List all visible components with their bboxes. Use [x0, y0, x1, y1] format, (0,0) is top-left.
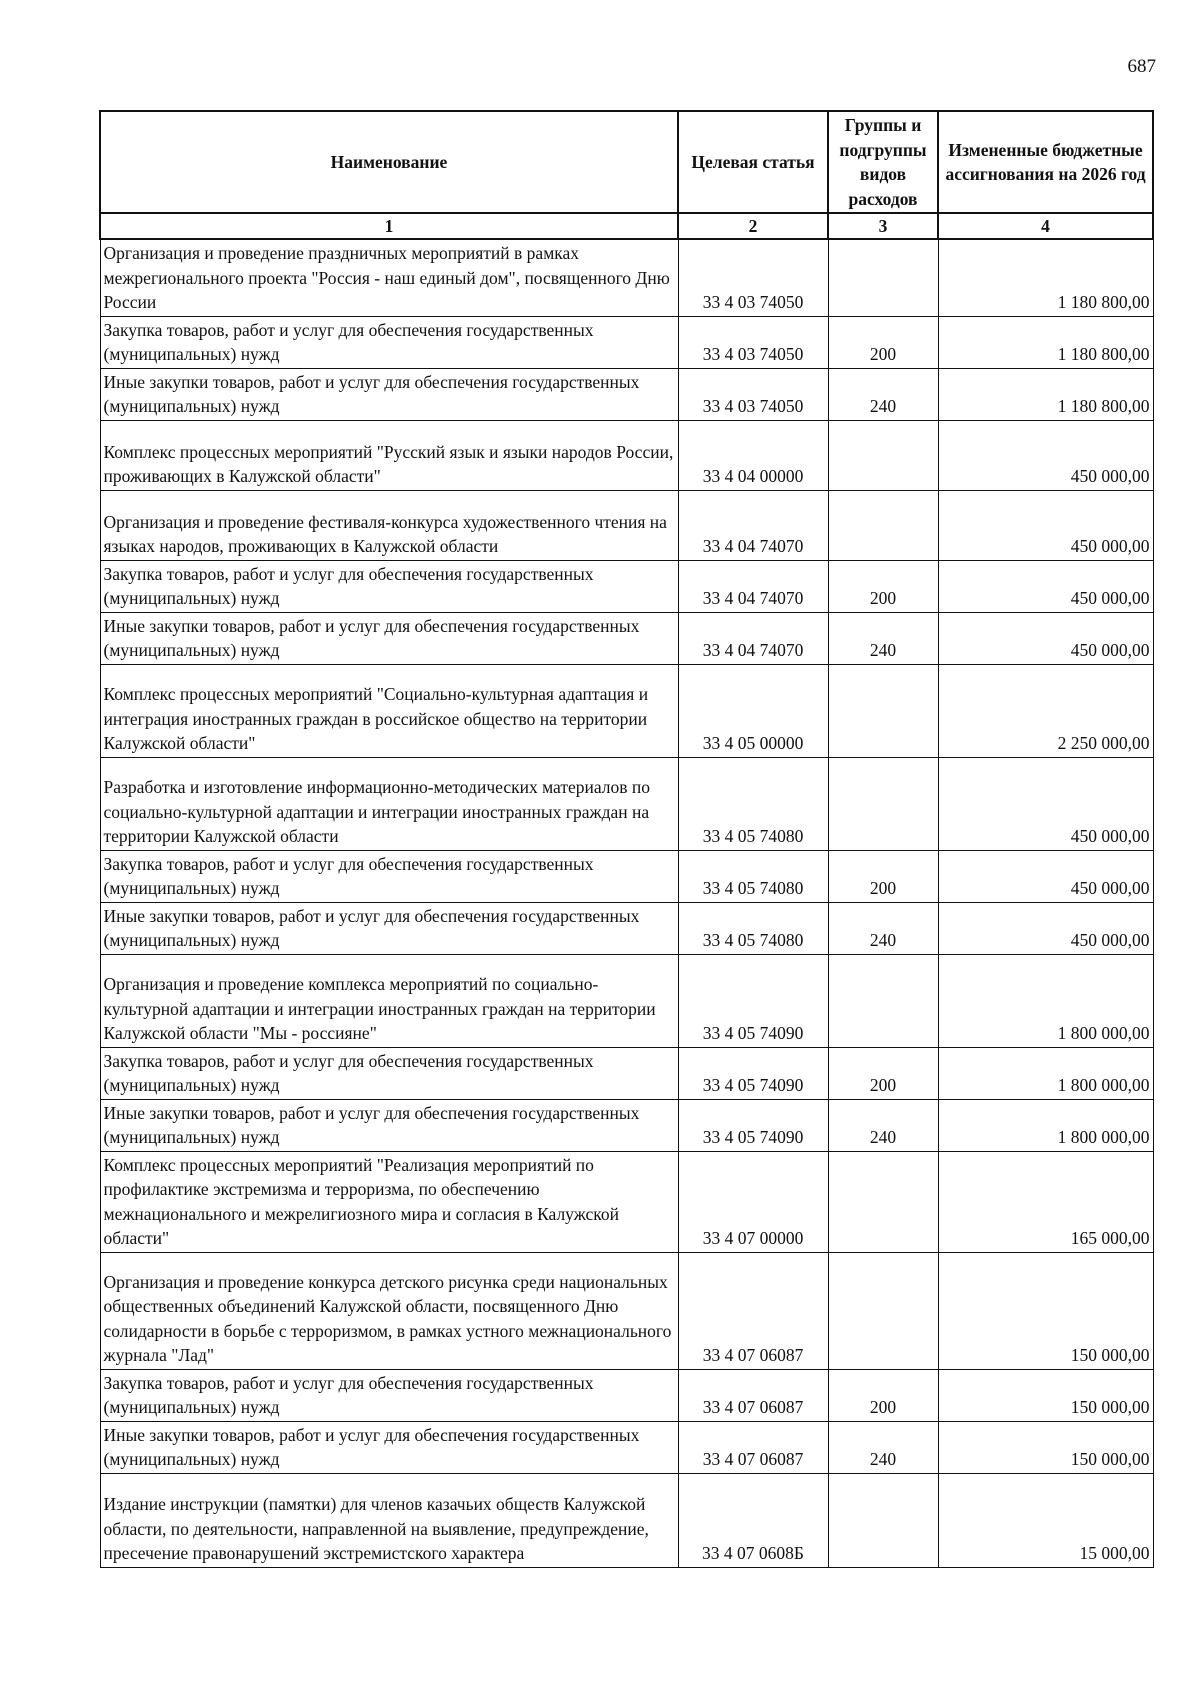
row-code-cell: 33 4 03 74050	[678, 239, 828, 316]
table-row	[100, 490, 1153, 560]
row-amount-cell: 1 180 800,00	[938, 368, 1153, 420]
table-body	[100, 239, 1153, 1567]
row-code-cell: 33 4 04 74070	[678, 560, 828, 612]
row-name-cell: Закупка товаров, работ и услуг для обеспечения государственных (муниципальных) нужд	[100, 850, 678, 902]
row-amount-cell: 1 800 000,00	[938, 1099, 1153, 1151]
row-code-cell: 33 4 05 74080	[678, 757, 828, 850]
row-group-cell: 200	[828, 560, 938, 612]
row-amount-cell: 150 000,00	[938, 1421, 1153, 1473]
column-number: 3	[828, 213, 938, 239]
header-row	[100, 111, 1153, 213]
row-name-cell: Организация и проведение фестиваля-конкурса художественного чтения на языках народов, проживающих в Калужской области	[100, 490, 678, 560]
row-code-cell: 33 4 05 74090	[678, 1099, 828, 1151]
row-group-cell	[828, 490, 938, 560]
table-row	[100, 954, 1153, 1047]
row-name-cell: Закупка товаров, работ и услуг для обеспечения государственных (муниципальных) нужд	[100, 1369, 678, 1421]
row-group-cell	[828, 1252, 938, 1369]
table-row	[100, 420, 1153, 490]
header-amount: Измененные бюджетные ассигнования на 2026 год	[938, 111, 1153, 213]
row-name-cell: Разработка и изготовление информационно-методических материалов по социально-культурной адаптации и интеграции иностранных граждан на территории Калужской области	[100, 757, 678, 850]
page-number: 687	[1127, 56, 1156, 77]
row-group-cell: 200	[828, 316, 938, 368]
table-row	[100, 560, 1153, 612]
row-code-cell: 33 4 04 74070	[678, 612, 828, 664]
column-number-row	[100, 213, 1153, 239]
column-number: 2	[678, 213, 828, 239]
row-name-cell: Комплекс процессных мероприятий "Русский язык и языки народов России, проживающих в Калужской области"	[100, 420, 678, 490]
header-code: Целевая статья	[678, 111, 828, 213]
row-name-cell: Иные закупки товаров, работ и услуг для обеспечения государственных (муниципальных) нужд	[100, 368, 678, 420]
row-name-cell: Организация и проведение комплекса мероприятий по социально-культурной адаптации и интеграции иностранных граждан на территории Калужской области "Мы - россияне"	[100, 954, 678, 1047]
row-code-cell: 33 4 07 00000	[678, 1151, 828, 1252]
table-row	[100, 664, 1153, 757]
row-group-cell: 200	[828, 1369, 938, 1421]
row-code-cell: 33 4 03 74050	[678, 368, 828, 420]
row-amount-cell: 450 000,00	[938, 490, 1153, 560]
row-code-cell: 33 4 05 74080	[678, 850, 828, 902]
row-name-cell: Комплекс процессных мероприятий "Социально-культурная адаптация и интеграция иностранных граждан в российское общество на территории Калужской области"	[100, 664, 678, 757]
header-name: Наименование	[100, 111, 678, 213]
row-group-cell: 240	[828, 612, 938, 664]
row-name-cell: Комплекс процессных мероприятий "Реализация мероприятий по профилактике экстремизма и терроризма, по обеспечению межнационального и межрелигиозного мира и согласия в Калужской области"	[100, 1151, 678, 1252]
row-amount-cell: 450 000,00	[938, 757, 1153, 850]
row-name-cell: Иные закупки товаров, работ и услуг для обеспечения государственных (муниципальных) нужд	[100, 902, 678, 954]
row-amount-cell: 150 000,00	[938, 1369, 1153, 1421]
row-amount-cell: 1 180 800,00	[938, 239, 1153, 316]
row-amount-cell: 450 000,00	[938, 612, 1153, 664]
row-code-cell: 33 4 05 00000	[678, 664, 828, 757]
row-amount-cell: 450 000,00	[938, 560, 1153, 612]
row-amount-cell: 1 800 000,00	[938, 1047, 1153, 1099]
row-code-cell: 33 4 07 0608Б	[678, 1473, 828, 1567]
row-group-cell	[828, 420, 938, 490]
row-name-cell: Закупка товаров, работ и услуг для обеспечения государственных (муниципальных) нужд	[100, 1047, 678, 1099]
row-amount-cell: 1 180 800,00	[938, 316, 1153, 368]
table-row	[100, 368, 1153, 420]
row-name-cell: Иные закупки товаров, работ и услуг для обеспечения государственных (муниципальных) нужд	[100, 1421, 678, 1473]
table-row	[100, 1473, 1153, 1567]
table-row	[100, 1151, 1153, 1252]
row-code-cell: 33 4 07 06087	[678, 1421, 828, 1473]
row-group-cell: 200	[828, 850, 938, 902]
table-row	[100, 757, 1153, 850]
row-name-cell: Издание инструкции (памятки) для членов казачьих обществ Калужской области, по деятельности, направленной на выявление, предупреждение, пресечение правонарушений экстремистского характера	[100, 1473, 678, 1567]
table-row	[100, 1047, 1153, 1099]
row-amount-cell: 450 000,00	[938, 420, 1153, 490]
table-row	[100, 1099, 1153, 1151]
row-group-cell	[828, 954, 938, 1047]
row-group-cell: 240	[828, 1421, 938, 1473]
row-amount-cell: 1 800 000,00	[938, 954, 1153, 1047]
row-code-cell: 33 4 07 06087	[678, 1369, 828, 1421]
budget-table	[99, 110, 1154, 1568]
row-code-cell: 33 4 04 00000	[678, 420, 828, 490]
row-name-cell: Иные закупки товаров, работ и услуг для обеспечения государственных (муниципальных) нужд	[100, 1099, 678, 1151]
table-row	[100, 1369, 1153, 1421]
row-name-cell: Закупка товаров, работ и услуг для обеспечения государственных (муниципальных) нужд	[100, 316, 678, 368]
row-code-cell: 33 4 05 74090	[678, 954, 828, 1047]
row-group-cell: 240	[828, 1099, 938, 1151]
row-amount-cell: 15 000,00	[938, 1473, 1153, 1567]
table-row	[100, 1252, 1153, 1369]
table-row	[100, 316, 1153, 368]
row-name-cell: Организация и проведение праздничных мероприятий в рамках межрегионального проекта "Россия - наш единый дом", посвященного Дню России	[100, 239, 678, 316]
table-row	[100, 239, 1153, 316]
row-group-cell	[828, 239, 938, 316]
column-number: 1	[100, 213, 678, 239]
row-group-cell	[828, 1473, 938, 1567]
row-amount-cell: 450 000,00	[938, 850, 1153, 902]
row-name-cell: Иные закупки товаров, работ и услуг для обеспечения государственных (муниципальных) нужд	[100, 612, 678, 664]
row-code-cell: 33 4 03 74050	[678, 316, 828, 368]
row-name-cell: Закупка товаров, работ и услуг для обеспечения государственных (муниципальных) нужд	[100, 560, 678, 612]
row-group-cell: 240	[828, 368, 938, 420]
row-code-cell: 33 4 04 74070	[678, 490, 828, 560]
row-amount-cell: 2 250 000,00	[938, 664, 1153, 757]
column-number: 4	[938, 213, 1153, 239]
row-amount-cell: 450 000,00	[938, 902, 1153, 954]
row-code-cell: 33 4 05 74080	[678, 902, 828, 954]
row-code-cell: 33 4 07 06087	[678, 1252, 828, 1369]
row-group-cell	[828, 1151, 938, 1252]
row-amount-cell: 150 000,00	[938, 1252, 1153, 1369]
table-row	[100, 1421, 1153, 1473]
row-code-cell: 33 4 05 74090	[678, 1047, 828, 1099]
table-row	[100, 850, 1153, 902]
table-row	[100, 612, 1153, 664]
row-group-cell	[828, 664, 938, 757]
row-group-cell: 240	[828, 902, 938, 954]
table-row	[100, 902, 1153, 954]
row-amount-cell: 165 000,00	[938, 1151, 1153, 1252]
header-group: Группы и подгруппы видов расходов	[828, 111, 938, 213]
row-name-cell: Организация и проведение конкурса детского рисунка среди национальных общественных объединений Калужской области, посвященного Дню солидарности в борьбе с терроризмом, в рамках устного межнационального журнала "Лад"	[100, 1252, 678, 1369]
row-group-cell	[828, 757, 938, 850]
row-group-cell: 200	[828, 1047, 938, 1099]
